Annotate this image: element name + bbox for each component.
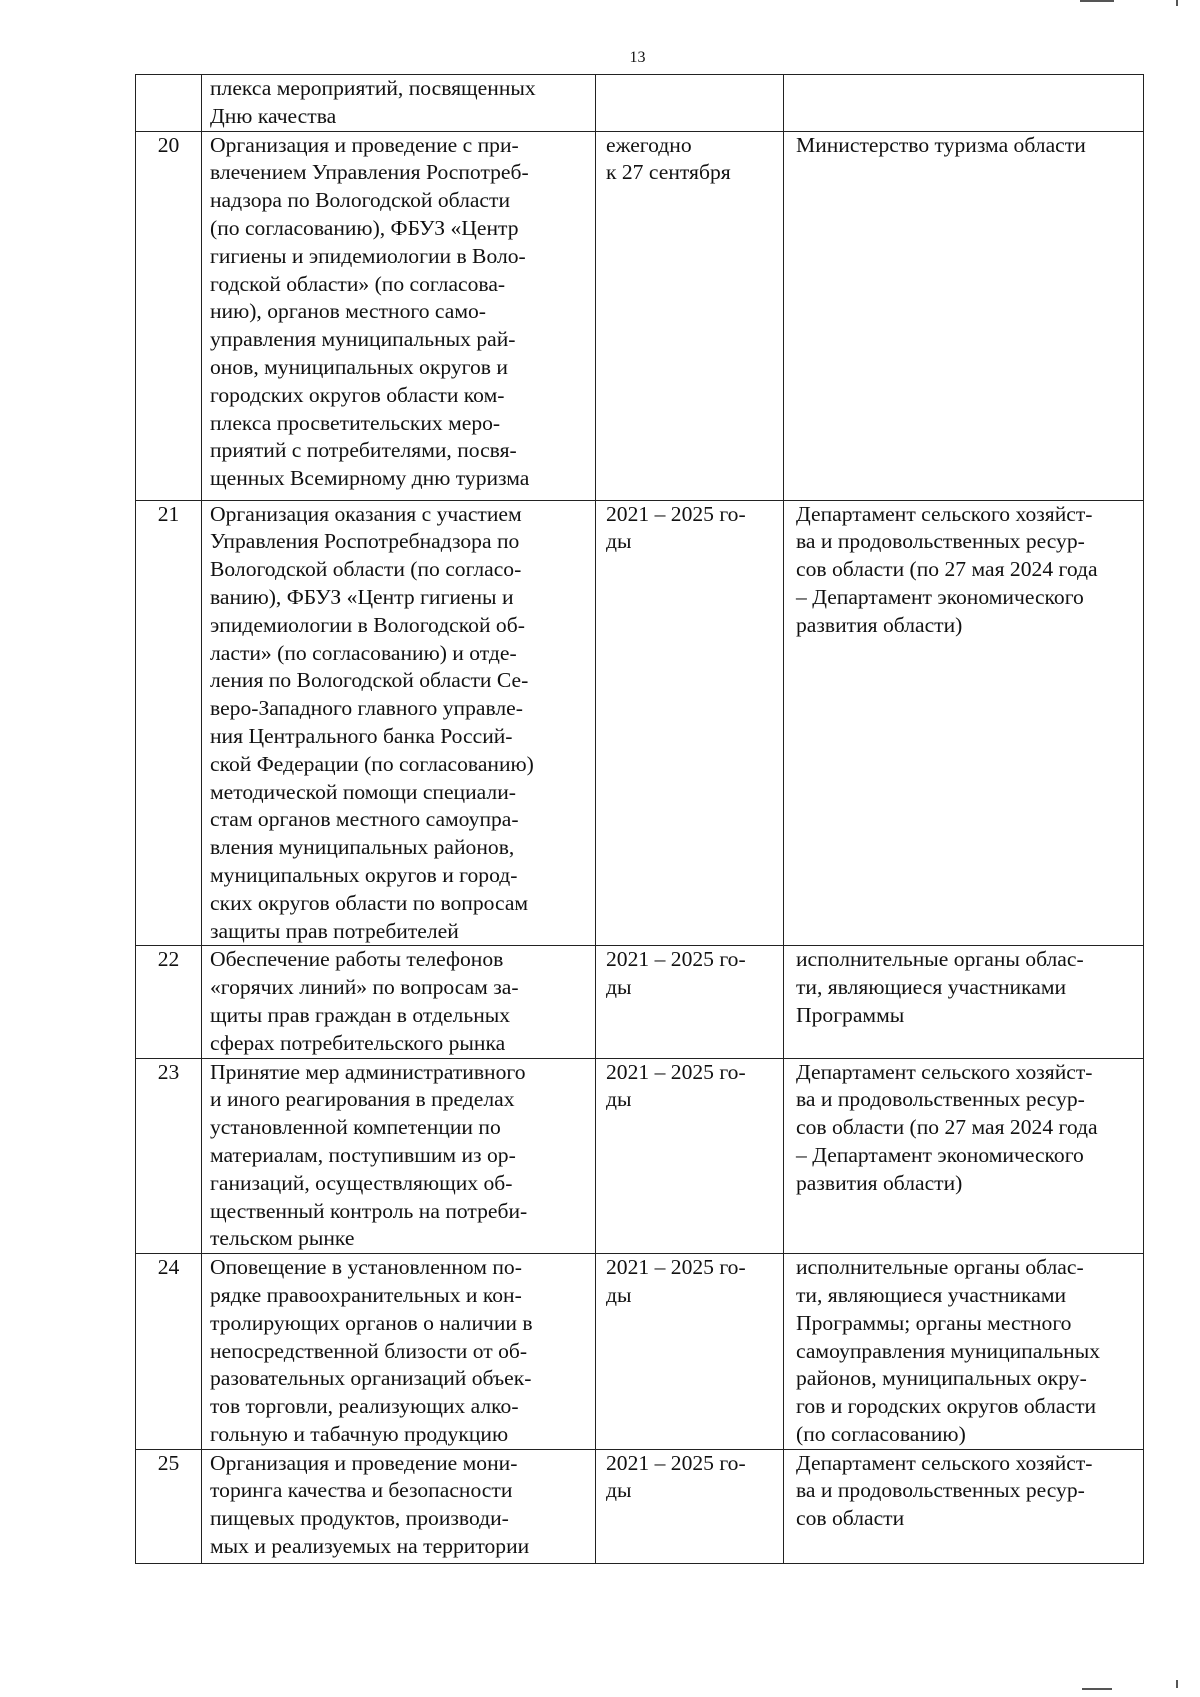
activity-cell-line: защиты прав потребителей <box>210 918 459 943</box>
row-number <box>136 1449 202 1563</box>
activity-cell-line: городских округов области ком- <box>210 382 505 407</box>
activity-cell-line: щественный контроль на потреби- <box>210 1198 528 1223</box>
executor-cell-line: развития области) <box>796 612 963 637</box>
row-number-text <box>136 75 201 103</box>
activity-cell-line: стам органов местного самоупра- <box>210 807 519 832</box>
executor-cell <box>784 500 1144 946</box>
activity-cell-line: плекса просветительских меро- <box>210 410 501 435</box>
executor-cell-line: гов и городских округов области <box>796 1394 1097 1419</box>
table-row <box>136 1254 1144 1450</box>
scan-mark <box>1176 1680 1178 1688</box>
executor-cell-line: ти, являющиеся участниками <box>796 975 1067 1000</box>
table-row <box>136 75 1144 132</box>
activity-cell-line: эпидемиологии в Вологодской об- <box>210 612 525 637</box>
deadline-cell-line: 2021 – 2025 го- <box>606 1450 746 1475</box>
executor-cell-line: развития области) <box>796 1170 963 1195</box>
activity-cell <box>202 131 596 500</box>
executor-cell-line: – Департамент экономического <box>796 1142 1084 1167</box>
activity-cell-line: щиты прав граждан в отдельных <box>210 1002 511 1027</box>
executor-cell-line: ва и продовольственных ресур- <box>796 1478 1085 1503</box>
activity-cell-line: методической помощи специали- <box>210 779 516 804</box>
deadline-cell <box>596 75 784 132</box>
executor-cell-line: ти, являющиеся участниками <box>796 1282 1067 1307</box>
executor-cell-line: Департамент сельского хозяйст- <box>796 501 1093 526</box>
activity-cell-line: приятий с потребителями, посвя- <box>210 438 517 463</box>
activity-cell-line: влечением Управления Роспотреб- <box>210 160 529 185</box>
activity-cell-line: тельском рынке <box>210 1226 355 1251</box>
table-row <box>136 500 1144 946</box>
activity-cell-line: надзора по Вологодской области <box>210 188 511 213</box>
activity-cell-line: (по согласованию), ФБУЗ «Центр <box>210 215 519 240</box>
activity-cell-line: ласти» (по согласованию) и отде- <box>210 640 517 665</box>
activity-cell-line: онов, муниципальных округов и <box>210 354 508 379</box>
activity-cell-line: установленной компетенции по <box>210 1115 501 1140</box>
table-row <box>136 131 1144 500</box>
activity-cell-line: ской Федерации (по согласованию) <box>210 751 534 776</box>
row-number <box>136 946 202 1058</box>
scan-mark <box>1082 1688 1112 1690</box>
activity-cell <box>202 1449 596 1563</box>
row-number <box>136 1058 202 1254</box>
executor-cell-line: ва и продовольственных ресур- <box>796 1087 1085 1112</box>
executor-cell-line: Программы <box>796 1002 905 1027</box>
activity-cell-line: тролирующих органов о наличии в <box>210 1310 533 1335</box>
activity-cell-line: ских округов области по вопросам <box>210 890 529 915</box>
activity-cell-line: рядке правоохранительных и кон- <box>210 1282 522 1307</box>
row-number-text: 20 <box>157 132 180 157</box>
activity-cell-line: сферах потребительского рынка <box>210 1030 506 1055</box>
deadline-cell-line: ежегодно <box>606 132 692 157</box>
executor-cell <box>784 1449 1144 1563</box>
deadline-cell <box>596 1449 784 1563</box>
executor-cell-line: (по согласованию) <box>796 1421 966 1446</box>
activity-cell-line: мых и реализуемых на территории <box>210 1534 530 1559</box>
deadline-cell <box>596 1058 784 1254</box>
activity-cell-line: тов торговли, реализующих алко- <box>210 1394 519 1419</box>
deadline-cell <box>596 946 784 1058</box>
executor-cell <box>784 1058 1144 1254</box>
executor-cell-line: сов области <box>796 1506 905 1531</box>
deadline-cell-line: ды <box>606 1478 632 1503</box>
activity-cell-line: ганизаций, осуществляющих об- <box>210 1170 513 1195</box>
row-number <box>136 131 202 500</box>
scan-mark <box>1176 0 1178 6</box>
activity-cell-line: Принятие мер административного <box>210 1059 526 1084</box>
executor-cell <box>784 131 1144 500</box>
activity-cell-line: муниципальных округов и город- <box>210 862 518 887</box>
activity-cell-line: вления муниципальных районов, <box>210 835 515 860</box>
activity-cell-line: Оповещение в установленном по- <box>210 1255 522 1280</box>
activity-cell-line: разовательных организаций объек- <box>210 1366 532 1391</box>
activity-cell-line: непосредственной близости от об- <box>210 1338 528 1363</box>
executor-cell <box>784 1254 1144 1450</box>
deadline-cell-line: 2021 – 2025 го- <box>606 947 746 972</box>
activity-cell-line: плекса мероприятий, посвященных <box>210 76 536 100</box>
activity-cell-line: Дню качества <box>210 103 337 128</box>
deadline-cell-line: к 27 сентября <box>606 160 731 185</box>
deadline-cell-line: ды <box>606 1087 632 1112</box>
activity-cell-line: пищевых продуктов, производи- <box>210 1506 509 1531</box>
row-number <box>136 1254 202 1450</box>
deadline-cell-line: 2021 – 2025 го- <box>606 501 746 526</box>
row-number-text: 24 <box>157 1255 180 1280</box>
row-number <box>136 75 202 132</box>
activity-cell-line: Организация и проведение с при- <box>210 132 519 157</box>
activity-cell-line: ванию), ФБУЗ «Центр гигиены и <box>210 584 514 609</box>
executor-cell-line: Программы; органы местного <box>796 1310 1072 1335</box>
table-row <box>136 946 1144 1058</box>
activity-cell-line: «горячих линий» по вопросам за- <box>210 975 519 1000</box>
row-number-text: 22 <box>157 947 180 972</box>
row-number-text: 23 <box>157 1059 180 1084</box>
executor-cell-line: Министерство туризма области <box>796 132 1086 157</box>
executor-cell-line: самоуправления муниципальных <box>796 1338 1101 1363</box>
activity-cell <box>202 500 596 946</box>
executor-cell-line: Департамент сельского хозяйст- <box>796 1450 1093 1475</box>
executor-cell-line: ва и продовольственных ресур- <box>796 529 1085 554</box>
activity-cell-line: Организация оказания с участием <box>210 501 522 526</box>
activity-cell-line: и иного реагирования в пределах <box>210 1087 515 1112</box>
deadline-cell-line: ды <box>606 529 632 554</box>
activity-cell-line: Организация и проведение мони- <box>210 1450 518 1475</box>
executor-cell-line: сов области (по 27 мая 2024 года <box>796 557 1098 582</box>
activity-cell-line: Обеспечение работы телефонов <box>210 947 504 972</box>
activity-cell <box>202 75 596 132</box>
deadline-cell <box>596 500 784 946</box>
executor-cell-line: исполнительные органы облас- <box>796 947 1084 972</box>
deadline-cell-line: ды <box>606 1282 632 1307</box>
activity-cell-line: веро-Западного главного управле- <box>210 696 523 721</box>
page-number: 13 <box>629 49 646 66</box>
activity-cell-line: управления муниципальных рай- <box>210 327 516 352</box>
activity-cell-line: ния Центрального банка Россий- <box>210 723 513 748</box>
deadline-cell-line: 2021 – 2025 го- <box>606 1059 746 1084</box>
activity-cell-line: нию), органов местного само- <box>210 299 486 324</box>
executor-cell-line: сов области (по 27 мая 2024 года <box>796 1115 1098 1140</box>
executor-cell-line: – Департамент экономического <box>796 584 1084 609</box>
activity-cell-line: щенных Всемирному дню туризма <box>210 466 530 491</box>
executor-cell-line: исполнительные органы облас- <box>796 1255 1084 1280</box>
table-row <box>136 1058 1144 1254</box>
activity-cell-line: гольную и табачную продукцию <box>210 1421 509 1446</box>
activity-cell <box>202 1254 596 1450</box>
deadline-cell-line: 2021 – 2025 го- <box>606 1255 746 1280</box>
activity-cell-line: торинга качества и безопасности <box>210 1478 513 1503</box>
deadline-cell <box>596 131 784 500</box>
activity-cell-line: Управления Роспотребнадзора по <box>210 529 520 554</box>
deadline-cell-line: ды <box>606 975 632 1000</box>
row-number-text: 25 <box>157 1450 180 1475</box>
executor-cell <box>784 75 1144 132</box>
activities-table <box>135 74 1144 1564</box>
activity-cell <box>202 1058 596 1254</box>
executor-cell-line: Департамент сельского хозяйст- <box>796 1059 1093 1084</box>
executor-cell <box>784 946 1144 1058</box>
activity-cell-line: гигиены и эпидемиологии в Воло- <box>210 243 526 268</box>
table-body <box>136 75 1144 1564</box>
activity-cell-line: годской области» (по согласова- <box>210 271 506 296</box>
activity-cell-line: Вологодской области (по согласо- <box>210 557 522 582</box>
activity-cell <box>202 946 596 1058</box>
scan-mark <box>1080 0 1114 2</box>
deadline-cell <box>596 1254 784 1450</box>
activity-cell-line: материалам, поступившим из ор- <box>210 1142 516 1167</box>
row-number <box>136 500 202 946</box>
table-row <box>136 1449 1144 1563</box>
activity-cell-line: ления по Вологодской области Се- <box>210 668 529 693</box>
row-number-text: 21 <box>157 501 180 526</box>
executor-cell-line: районов, муниципальных окру- <box>796 1366 1087 1391</box>
